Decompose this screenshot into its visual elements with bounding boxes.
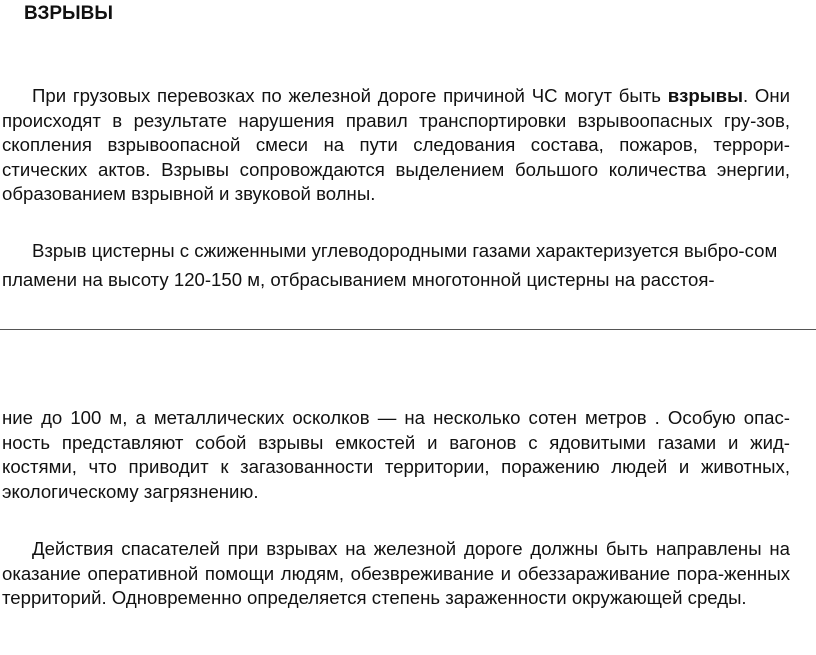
paragraph-1-bold-term: взрывы (667, 85, 743, 106)
page-break-divider (0, 329, 816, 330)
paragraph-explosions-causes (2, 84, 790, 207)
paragraph-1-text-start: При грузовых перевозках по железной дороге причиной ЧС могут быть (32, 85, 668, 106)
paragraph-rescuer-actions: Действия спасателей при взрывах на железной дороге должны быть направлены на оказание оперативной помощи людям, обезвреживание и обеззараживание пора-женных территорий. Одновременно определяется степень зараженности окружающей среды. (2, 538, 790, 608)
document-title: ВЗРЫВЫ (24, 3, 113, 24)
paragraph-explosion-danger: ние до 100 м, а металлических осколков — на несколько сотен метров . Особую опас-ность представляют собой взрывы емкостей и вагонов с ядовитыми газами и жид-костями, что приводит к загазованности территории, поражению людей и животных, экологическому загрязнению. (2, 407, 790, 502)
paragraph-tank-explosion: Взрыв цистерны с сжиженными углеводородными газами характеризуется выбро-сом пламени на высоту 120-150 м, отбрасыванием многотонной цистерны на расстоя- (2, 240, 778, 290)
paragraph-1-text-end: . Они происходят в результате нарушения правил транспортировки взрывоопасных гру-зов, скопления взрывоопасной смеси на пути следования состава, пожаров, террори-стических актов. Взрывы сопровождаются выделением большого количества энергии, образованием взрывной и звуковой волны. (2, 85, 791, 204)
